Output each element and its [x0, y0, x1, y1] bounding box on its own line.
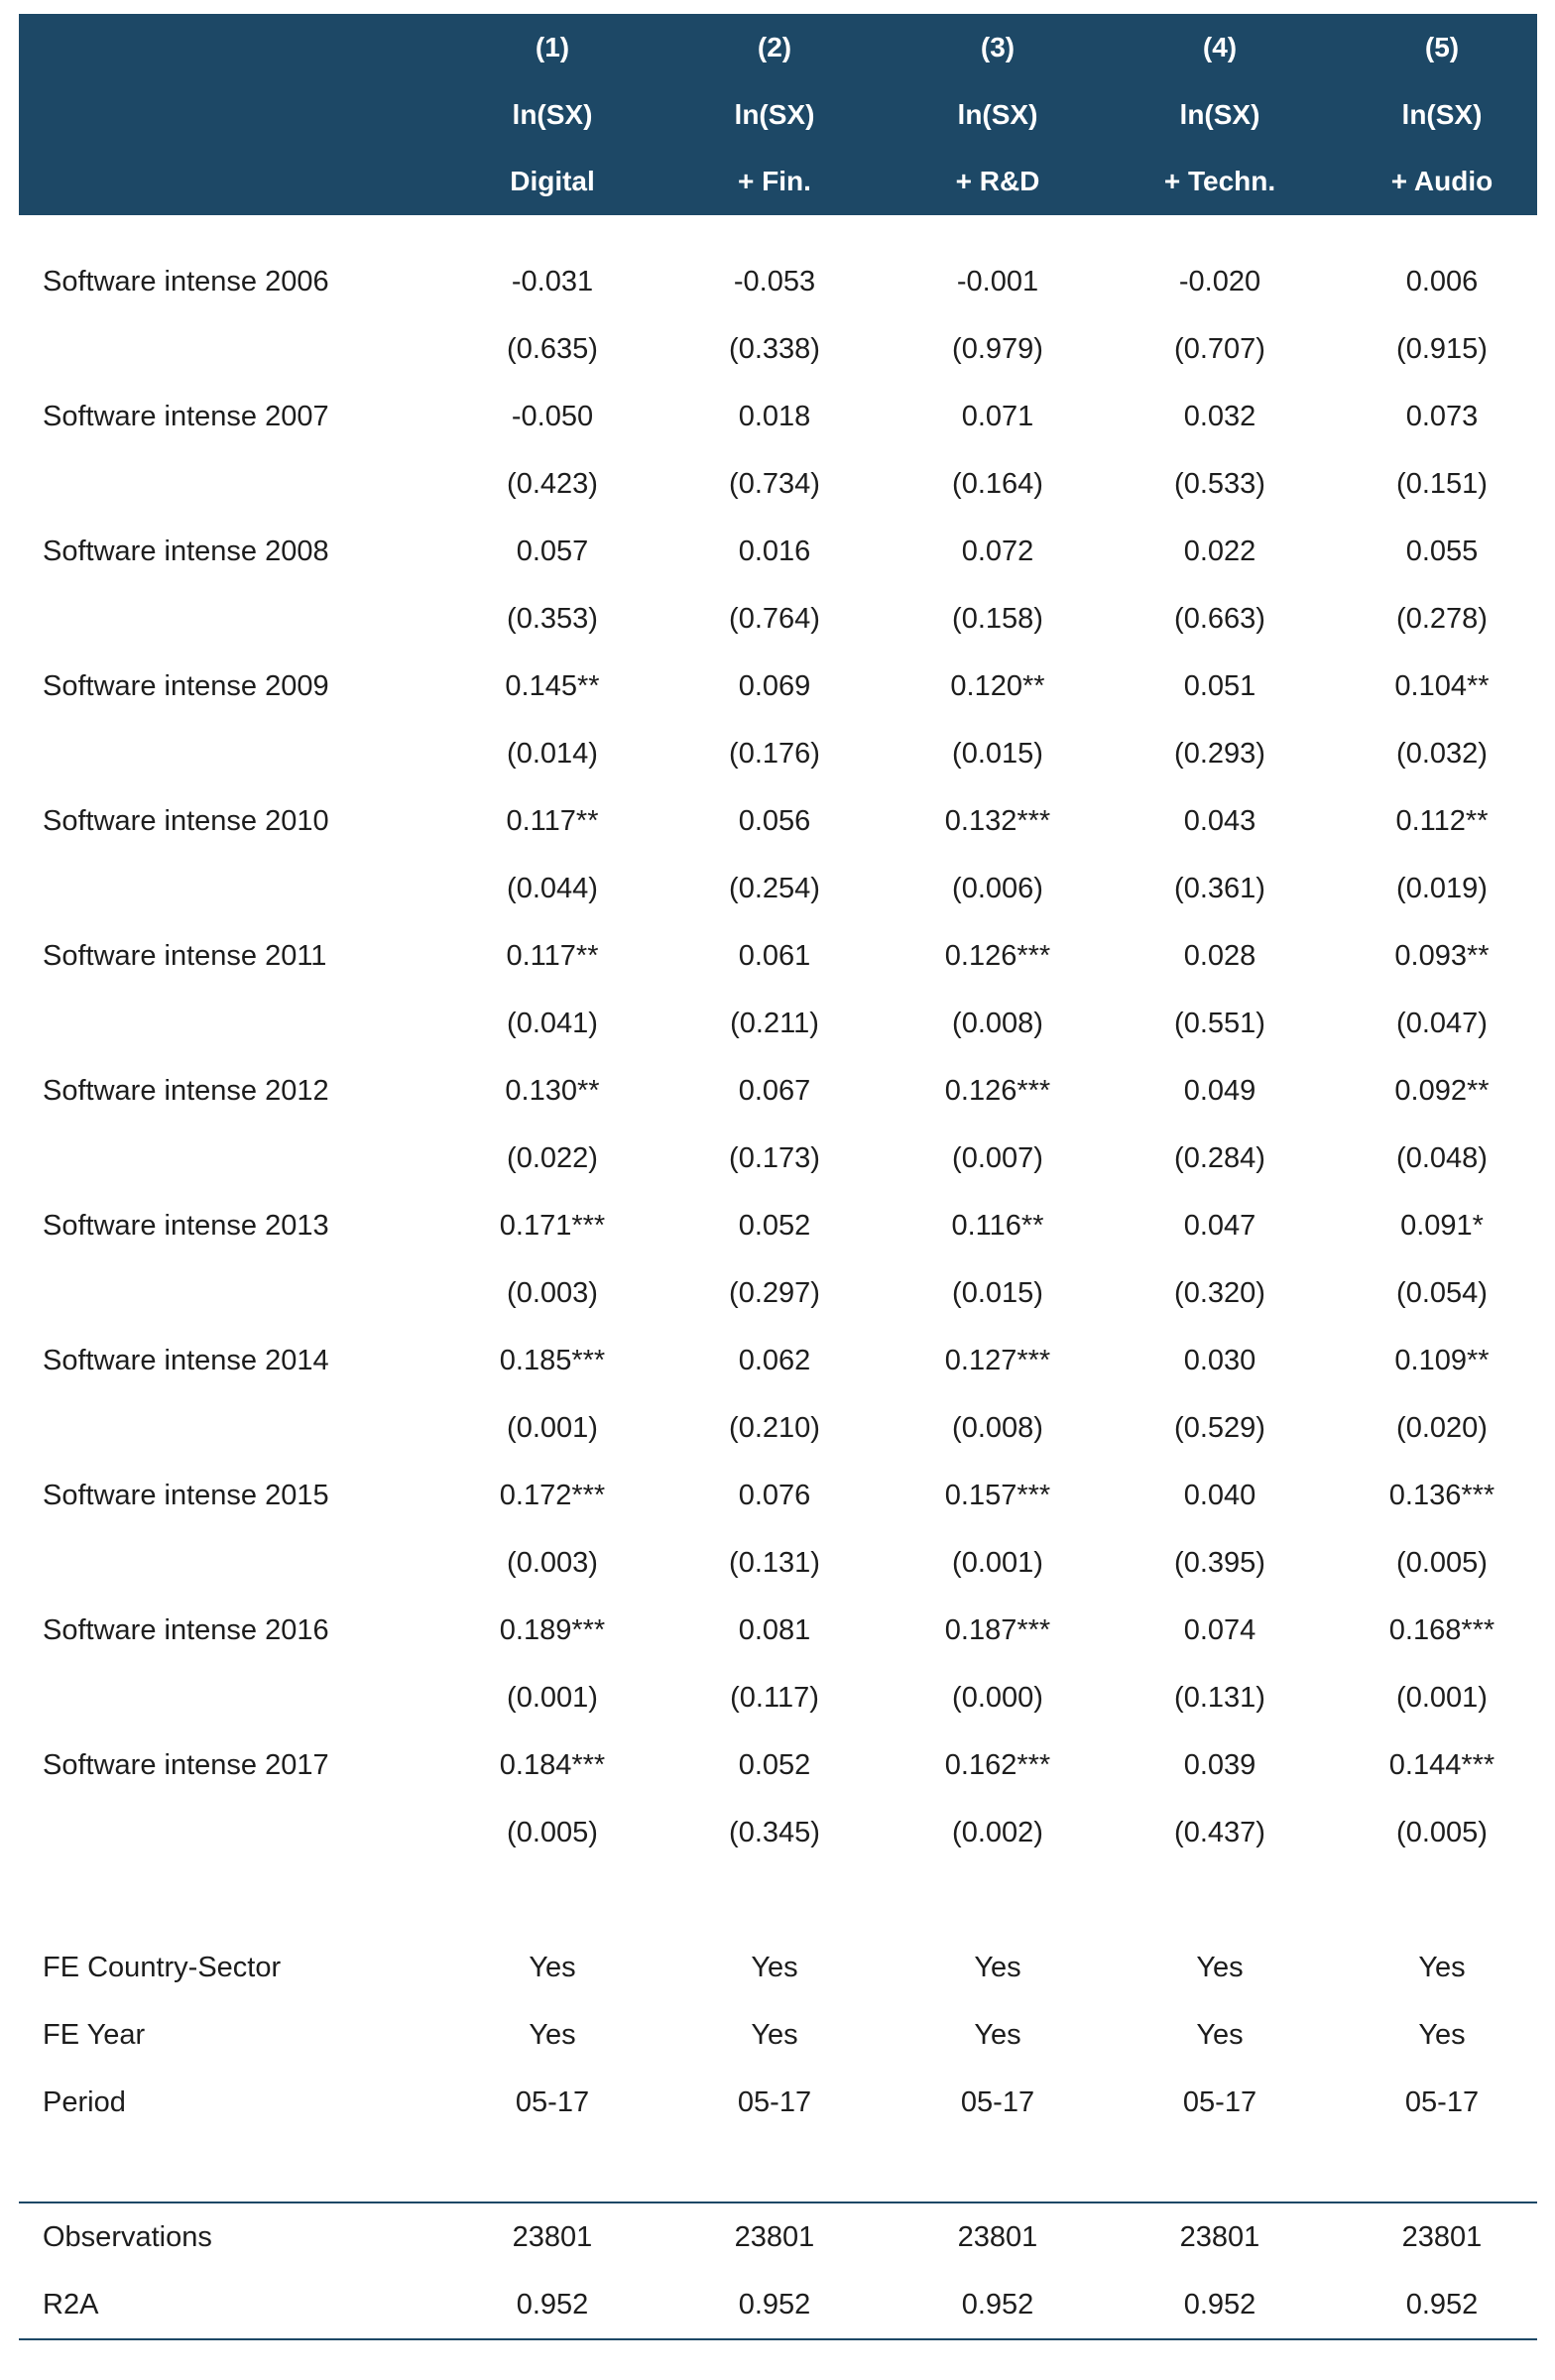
row-label: Software intense 2007 [43, 400, 329, 432]
table-cell: (0.345) [729, 1816, 820, 1848]
table-cell: 23801 [1401, 2220, 1483, 2253]
col-depvar: ln(SX) [1401, 99, 1483, 130]
row-label: Software intense 2009 [43, 669, 329, 702]
table-cell: 0.061 [738, 939, 811, 972]
table-cell: 0.116** [951, 1209, 1044, 1242]
table-row-pvalue [19, 855, 1537, 922]
table-row-pvalue [19, 1394, 1537, 1462]
table-cell: (0.022) [507, 1141, 598, 1174]
table-cell: (0.764) [729, 602, 820, 635]
table-cell: 0.055 [1405, 535, 1479, 567]
table-cell: 0.022 [1183, 535, 1256, 567]
table-cell: (0.047) [1396, 1007, 1488, 1039]
table-row-pvalue [19, 1259, 1537, 1327]
table-cell: 05-17 [1182, 2085, 1257, 2118]
row-label: Software intense 2015 [43, 1479, 329, 1511]
table-cell: 0.185*** [499, 1344, 606, 1376]
table-cell: (0.979) [952, 332, 1043, 365]
table-cell: 0.168*** [1388, 1613, 1495, 1646]
table-cell: (0.044) [507, 872, 598, 904]
table-row [19, 1192, 1537, 1259]
table-row [19, 1462, 1537, 1529]
table-cell: 0.126*** [944, 1074, 1051, 1107]
table-cell: 0.047 [1183, 1209, 1256, 1242]
table-cell: (0.008) [952, 1411, 1043, 1444]
table-cell: (0.533) [1174, 467, 1265, 500]
table-cell: 0.040 [1183, 1479, 1256, 1511]
table-cell: Yes [1196, 1951, 1244, 1983]
header-row-spec [19, 148, 1537, 215]
table-cell: (0.158) [952, 602, 1043, 635]
table-cell: 0.127*** [944, 1344, 1051, 1376]
table-cell: 0.067 [738, 1074, 811, 1107]
table-cell: 0.043 [1183, 804, 1256, 837]
table-cell: 0.052 [738, 1748, 811, 1781]
table-cell: (0.000) [952, 1681, 1043, 1714]
table-row [19, 653, 1537, 720]
table-cell: (0.131) [1174, 1681, 1265, 1714]
table-cell: 0.076 [738, 1479, 811, 1511]
table-cell: 0.039 [1183, 1748, 1256, 1781]
table-cell: Yes [751, 1951, 798, 1983]
table-cell: (0.015) [952, 737, 1043, 770]
table-cell: 0.157*** [944, 1479, 1051, 1511]
table-cell: 0.049 [1183, 1074, 1256, 1107]
table-cell: 0.132*** [944, 804, 1051, 837]
table-cell: 0.171*** [499, 1209, 606, 1242]
table-cell: 0.144*** [1388, 1748, 1495, 1781]
row-label: Software intense 2010 [43, 804, 329, 837]
table-cell: 0.051 [1183, 669, 1256, 702]
table-cell: 0.062 [738, 1344, 811, 1376]
col-depvar: ln(SX) [734, 99, 815, 130]
table-cell: (0.006) [952, 872, 1043, 904]
table-cell: (0.032) [1396, 737, 1488, 770]
header-row-numbers [19, 14, 1537, 81]
table-cell: 0.016 [738, 535, 811, 567]
table-cell: 0.117** [506, 939, 599, 972]
table-cell: (0.278) [1396, 602, 1488, 635]
table-cell: Yes [1418, 2018, 1466, 2051]
table-cell: (0.005) [507, 1816, 598, 1848]
table-cell: 0.069 [738, 669, 811, 702]
table-cell: 0.145** [505, 669, 600, 702]
table-rule [19, 2338, 1537, 2340]
table-row-pvalue [19, 990, 1537, 1057]
col-depvar: ln(SX) [957, 99, 1038, 130]
table-cell: -0.050 [511, 400, 594, 432]
table-cell: (0.284) [1174, 1141, 1265, 1174]
table-cell: (0.210) [729, 1411, 820, 1444]
table-cell: 0.074 [1183, 1613, 1256, 1646]
table-row-control [19, 1934, 1537, 2001]
table-row-pvalue [19, 315, 1537, 383]
col-spec: + R&D [955, 166, 1040, 196]
table-cell: (0.915) [1396, 332, 1488, 365]
table-row [19, 248, 1537, 315]
table-cell: (0.338) [729, 332, 820, 365]
table-cell: 0.952 [1405, 2288, 1479, 2320]
table-cell: (0.254) [729, 872, 820, 904]
table-row-pvalue [19, 585, 1537, 653]
table-row-pvalue [19, 1125, 1537, 1192]
table-cell: 0.072 [961, 535, 1034, 567]
table-row-stat [19, 2271, 1537, 2338]
table-cell: (0.529) [1174, 1411, 1265, 1444]
table-cell: (0.707) [1174, 332, 1265, 365]
table-cell: (0.005) [1396, 1546, 1488, 1579]
table-cell: 23801 [734, 2220, 815, 2253]
table-cell: (0.003) [507, 1546, 598, 1579]
table-cell: (0.320) [1174, 1276, 1265, 1309]
table-row-pvalue [19, 1664, 1537, 1731]
row-label: Observations [43, 2220, 212, 2253]
table-cell: (0.211) [730, 1007, 819, 1039]
table-cell: 0.056 [738, 804, 811, 837]
table-row-stat [19, 2203, 1537, 2271]
row-label: FE Year [43, 2018, 146, 2051]
table-row-control [19, 2001, 1537, 2069]
table-cell: 0.071 [961, 400, 1034, 432]
table-cell: (0.007) [952, 1141, 1043, 1174]
table-cell: 0.028 [1183, 939, 1256, 972]
table-cell: 05-17 [960, 2085, 1035, 2118]
table-row [19, 518, 1537, 585]
table-cell: (0.041) [507, 1007, 598, 1039]
col-spec: + Audio [1390, 166, 1494, 196]
table-cell: (0.001) [507, 1681, 598, 1714]
table-cell: 05-17 [737, 2085, 812, 2118]
table-cell: Yes [751, 2018, 798, 2051]
table-cell: 0.112** [1395, 804, 1489, 837]
table-row [19, 922, 1537, 990]
table-cell: (0.176) [729, 737, 820, 770]
table-cell: -0.020 [1178, 265, 1261, 298]
table-cell: Yes [529, 1951, 576, 1983]
table-cell: 0.162*** [944, 1748, 1051, 1781]
row-label: Software intense 2008 [43, 535, 329, 567]
col-number: (1) [535, 32, 570, 62]
table-cell: (0.117) [730, 1681, 819, 1714]
row-label: Software intense 2014 [43, 1344, 329, 1376]
row-label: Software intense 2011 [43, 939, 327, 972]
table-cell: Yes [974, 1951, 1021, 1983]
table-cell: 0.117** [506, 804, 599, 837]
table-cell: 23801 [957, 2220, 1038, 2253]
table-cell: 0.092** [1394, 1074, 1490, 1107]
table-cell: (0.164) [952, 467, 1043, 500]
table-row [19, 787, 1537, 855]
table-cell: -0.031 [511, 265, 594, 298]
table-cell: 0.057 [516, 535, 589, 567]
table-cell: Yes [974, 2018, 1021, 2051]
table-row [19, 383, 1537, 450]
table-cell: 0.952 [961, 2288, 1034, 2320]
table-cell: 0.052 [738, 1209, 811, 1242]
table-row [19, 1597, 1537, 1664]
table-cell: 0.136*** [1388, 1479, 1495, 1511]
table-cell: (0.019) [1396, 872, 1488, 904]
table-cell: (0.151) [1396, 467, 1488, 500]
table-cell: (0.002) [952, 1816, 1043, 1848]
table-cell: 23801 [1179, 2220, 1260, 2253]
table-cell: (0.361) [1174, 872, 1265, 904]
table-row [19, 1057, 1537, 1125]
table-row-pvalue [19, 450, 1537, 518]
table-cell: 0.952 [738, 2288, 811, 2320]
table-cell: (0.663) [1174, 602, 1265, 635]
table-cell: (0.297) [729, 1276, 820, 1309]
row-label: R2A [43, 2288, 99, 2320]
table-row-pvalue [19, 720, 1537, 787]
table-cell: 0.130** [505, 1074, 600, 1107]
col-number: (2) [757, 32, 792, 62]
col-depvar: ln(SX) [512, 99, 593, 130]
table-cell: 0.081 [738, 1613, 811, 1646]
table-cell: (0.001) [952, 1546, 1043, 1579]
table-cell: (0.734) [729, 467, 820, 500]
table-row-control [19, 2069, 1537, 2136]
row-label: FE Country-Sector [43, 1951, 282, 1983]
row-label: Software intense 2006 [43, 265, 329, 298]
table-cell: (0.001) [1396, 1681, 1488, 1714]
table-cell: (0.020) [1396, 1411, 1488, 1444]
table-cell: (0.008) [952, 1007, 1043, 1039]
row-label: Software intense 2017 [43, 1748, 329, 1781]
col-number: (5) [1424, 32, 1460, 62]
row-label: Software intense 2016 [43, 1613, 329, 1646]
table-cell: -0.053 [733, 265, 816, 298]
table-cell: (0.003) [507, 1276, 598, 1309]
table-cell: (0.293) [1174, 737, 1265, 770]
table-cell: Yes [1196, 2018, 1244, 2051]
row-label: Software intense 2013 [43, 1209, 329, 1242]
col-spec: + Techn. [1163, 166, 1276, 196]
table-cell: (0.005) [1396, 1816, 1488, 1848]
table-cell: 0.184*** [499, 1748, 606, 1781]
col-number: (3) [980, 32, 1016, 62]
table-cell: 0.018 [738, 400, 811, 432]
table-cell: 0.126*** [944, 939, 1051, 972]
table-cell: (0.054) [1396, 1276, 1488, 1309]
table-cell: Yes [529, 2018, 576, 2051]
col-spec: + Fin. [738, 166, 811, 196]
table-cell: 0.006 [1405, 265, 1479, 298]
regression-table [19, 14, 1537, 2320]
table-row-pvalue [19, 1799, 1537, 1866]
col-depvar: ln(SX) [1179, 99, 1260, 130]
table-cell: (0.048) [1396, 1141, 1488, 1174]
table-header [19, 14, 1537, 215]
table-cell: (0.353) [507, 602, 598, 635]
table-cell: 0.091* [1400, 1209, 1484, 1242]
table-cell: 0.189*** [499, 1613, 606, 1646]
table-row [19, 1327, 1537, 1394]
table-cell: (0.173) [729, 1141, 820, 1174]
table-cell: (0.015) [952, 1276, 1043, 1309]
row-label: Software intense 2012 [43, 1074, 329, 1107]
header-row-depvar [19, 81, 1537, 149]
table-cell: 23801 [512, 2220, 593, 2253]
table-cell: 0.952 [1183, 2288, 1256, 2320]
table-cell: 05-17 [515, 2085, 590, 2118]
table-cell: (0.395) [1174, 1546, 1265, 1579]
table-cell: 0.073 [1405, 400, 1479, 432]
table-cell: 05-17 [1404, 2085, 1480, 2118]
row-label: Period [43, 2085, 126, 2118]
table-cell: 0.187*** [944, 1613, 1051, 1646]
table-cell: 0.109** [1394, 1344, 1490, 1376]
table-cell: (0.635) [507, 332, 598, 365]
table-cell: (0.423) [507, 467, 598, 500]
table-cell: (0.437) [1174, 1816, 1265, 1848]
table-cell: (0.001) [507, 1411, 598, 1444]
table-cell: 0.093** [1394, 939, 1490, 972]
table-cell: (0.131) [729, 1546, 820, 1579]
table-cell: 0.032 [1183, 400, 1256, 432]
table-cell: 0.172*** [499, 1479, 606, 1511]
table-cell: 0.120** [950, 669, 1045, 702]
table-cell: 0.952 [516, 2288, 589, 2320]
table-row-pvalue [19, 1529, 1537, 1597]
col-number: (4) [1202, 32, 1238, 62]
col-spec: Digital [510, 166, 595, 196]
table-cell: (0.551) [1174, 1007, 1265, 1039]
table-cell: 0.030 [1183, 1344, 1256, 1376]
table-cell: 0.104** [1394, 669, 1490, 702]
table-row [19, 1731, 1537, 1799]
table-cell: -0.001 [956, 265, 1039, 298]
table-cell: Yes [1418, 1951, 1466, 1983]
table-cell: (0.014) [507, 737, 598, 770]
